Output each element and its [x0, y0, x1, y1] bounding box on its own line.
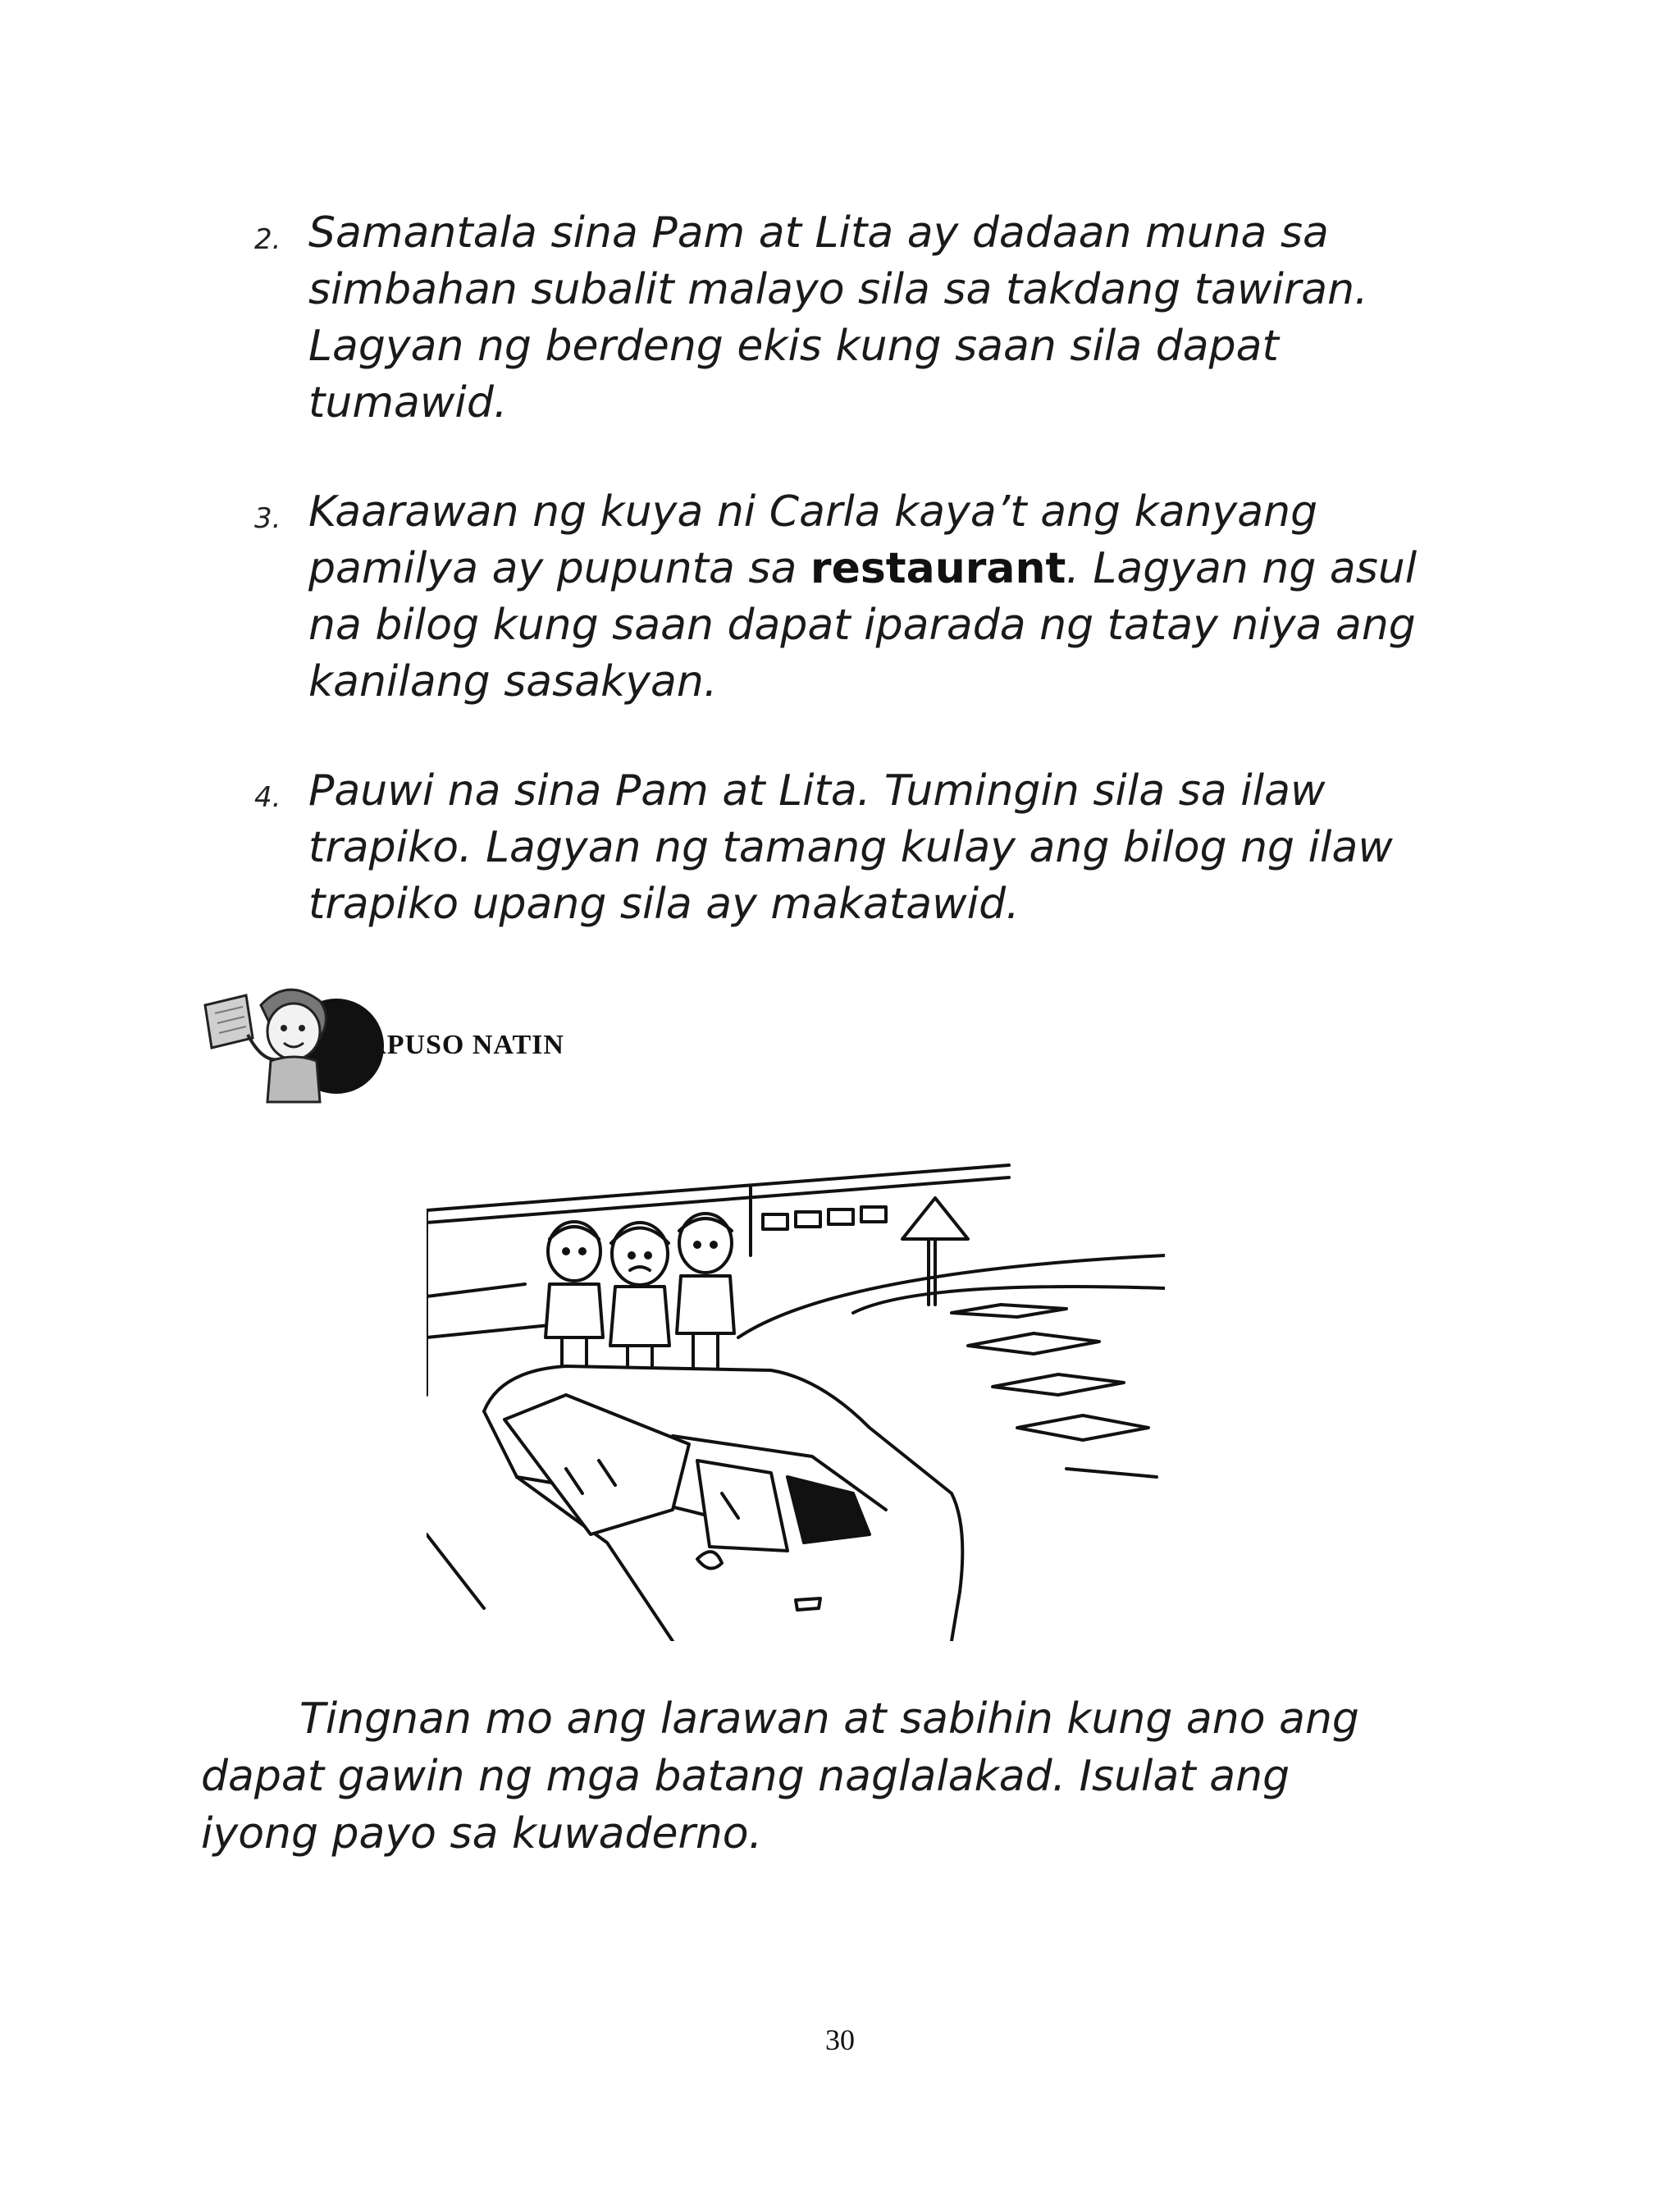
page-number: 30: [825, 2023, 855, 2056]
child-middle: [610, 1223, 669, 1378]
item-text: Samantala sina Pam at Lita ay dadaan muna sa simbahan subalit malayo sila sa takdang tawiran. Lagyan ng berdeng ekis kung saan sila dapat tumawid.: [308, 208, 1368, 427]
item-text-before: Kaarawan ng kuya ni Carla kaya’t ang kanyang pamilya ay pupunta sa: [308, 487, 1318, 593]
child-left: [546, 1222, 603, 1374]
teacher-holding-paper-icon: [205, 990, 326, 1102]
crosswalk: [952, 1305, 1157, 1477]
item-number: 2.: [254, 223, 281, 256]
section-title: ISAPUSO NATIN: [338, 1030, 564, 1060]
child-right: [677, 1214, 734, 1370]
item-text-bold: restaurant: [810, 544, 1066, 593]
road-sign: [902, 1198, 968, 1305]
list-item-4: [254, 763, 1419, 933]
item-number: 3.: [254, 502, 281, 535]
item-text: Pauwi na sina Pam at Lita. Tumingin sila sa ilaw trapiko. Lagyan ng tamang kulay ang bilog ng ilaw trapiko upang sila ay makatawid.: [308, 766, 1393, 929]
parked-car: [427, 1366, 962, 1641]
wall-top-line: [427, 1165, 1009, 1210]
list-item-3: [254, 484, 1419, 711]
item-text-after: . Lagyan ng asul na bilog kung saan dapat iparada ng tatay niya ang kanilang sasakyan.: [308, 544, 1418, 706]
closing-instruction: Tingnan mo ang larawan at sabihin kung ano ang dapat gawin ng mga batang naglalakad. Isulat ang iyong payo sa kuwaderno.: [201, 1694, 1359, 1859]
children-behind-parked-car-illustration: [427, 1149, 1165, 1641]
item-number: 4.: [254, 781, 281, 814]
list-item-2: [254, 205, 1419, 432]
